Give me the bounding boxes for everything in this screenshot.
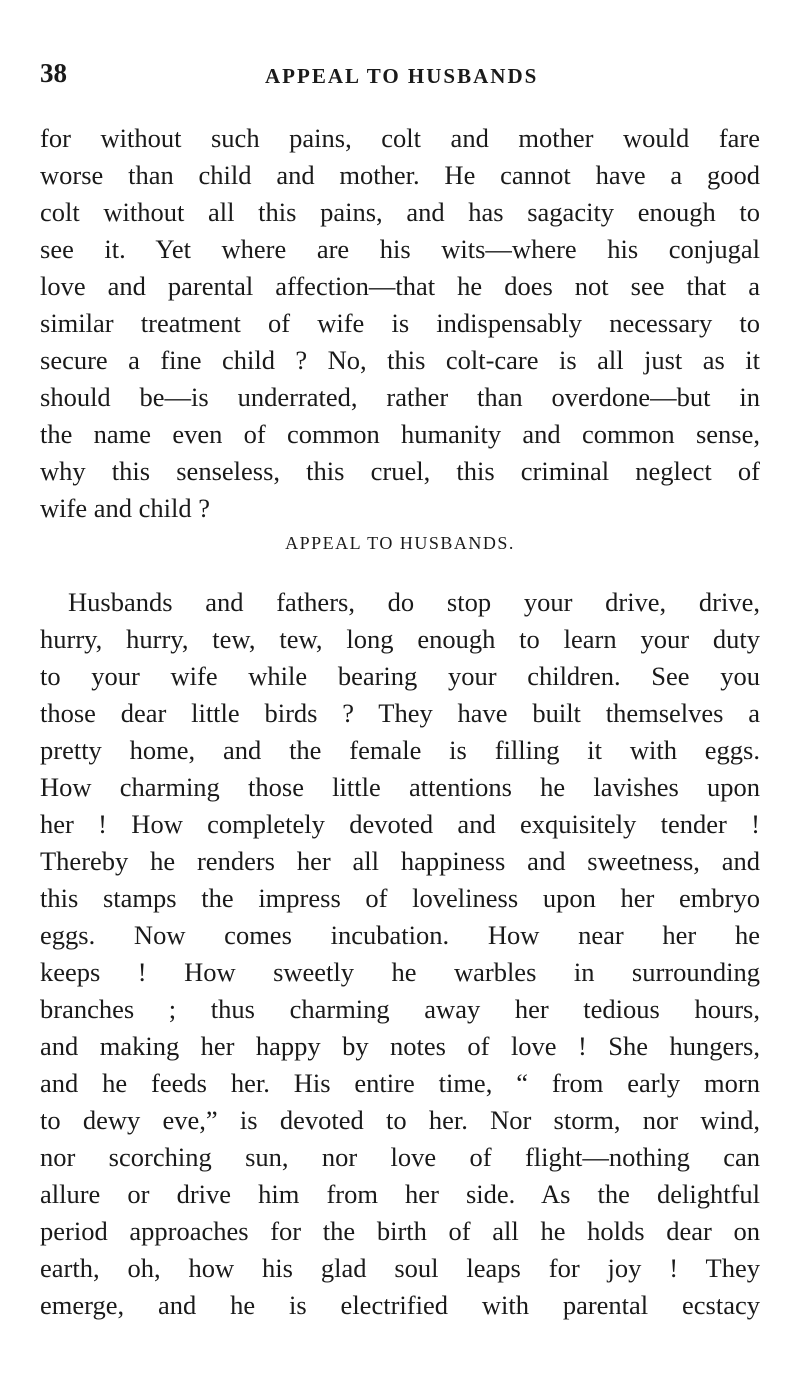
text-line: love and parental affection—that he does not see that a	[40, 271, 760, 301]
text-line: why this senseless, this cruel, this criminal neglect of	[40, 456, 760, 486]
text-line: eggs. Now comes incubation. How near her he	[40, 920, 760, 950]
text-line: Thereby he renders her all happiness and sweetness, and	[40, 846, 760, 876]
text-line: period approaches for the birth of all he holds dear on	[40, 1216, 760, 1246]
text-line: should be—is underrated, rather than overdone—but in	[40, 382, 760, 412]
text-line: nor scorching sun, nor love of flight—nothing can	[40, 1142, 760, 1172]
text-line: to dewy eve,” is devoted to her. Nor storm, nor wind,	[40, 1105, 760, 1135]
running-head: APPEAL TO HUSBANDS	[265, 64, 539, 88]
text-line: similar treatment of wife is indispensably necessary to	[40, 308, 760, 338]
text-line: and he feeds her. His entire time, “ from early morn	[40, 1068, 760, 1098]
paragraph-2	[40, 584, 760, 1324]
text-line: this stamps the impress of loveliness upon her embryo	[40, 883, 760, 913]
text-line: colt without all this pains, and has sagacity enough to	[40, 197, 760, 227]
text-line: her ! How completely devoted and exquisitely tender !	[40, 809, 760, 839]
text-line: Husbands and fathers, do stop your drive, drive,	[68, 587, 760, 617]
text-line: secure a fine child ? No, this colt-care is all just as it	[40, 345, 760, 375]
text-line: see it. Yet where are his wits—where his conjugal	[40, 234, 760, 264]
section-heading: APPEAL TO HUSBANDS.	[285, 533, 515, 553]
page-number: 38	[40, 58, 67, 88]
text-line: How charming those little attentions he lavishes upon	[40, 772, 760, 802]
text-line: keeps ! How sweetly he warbles in surrounding	[40, 957, 760, 987]
text-line: earth, oh, how his glad soul leaps for joy ! They	[40, 1253, 760, 1283]
text-line: to your wife while bearing your children. See you	[40, 661, 760, 691]
text-line: hurry, hurry, tew, tew, long enough to learn your duty	[40, 624, 760, 654]
text-line: pretty home, and the female is filling it with eggs.	[40, 735, 760, 765]
text-line: emerge, and he is electrified with parental ecstacy	[40, 1290, 760, 1320]
page-header	[40, 58, 760, 98]
paragraph-1	[40, 120, 760, 527]
text-line: wife and child ?	[40, 493, 210, 523]
text-line: allure or drive him from her side. As the delightful	[40, 1179, 760, 1209]
text-line: the name even of common humanity and common sense,	[40, 419, 760, 449]
text-line: for without such pains, colt and mother would fare	[40, 123, 760, 153]
text-line: those dear little birds ? They have built themselves a	[40, 698, 760, 728]
text-line: branches ; thus charming away her tedious hours,	[40, 994, 760, 1024]
text-line: and making her happy by notes of love ! She hungers,	[40, 1031, 760, 1061]
text-line: worse than child and mother. He cannot have a good	[40, 160, 760, 190]
